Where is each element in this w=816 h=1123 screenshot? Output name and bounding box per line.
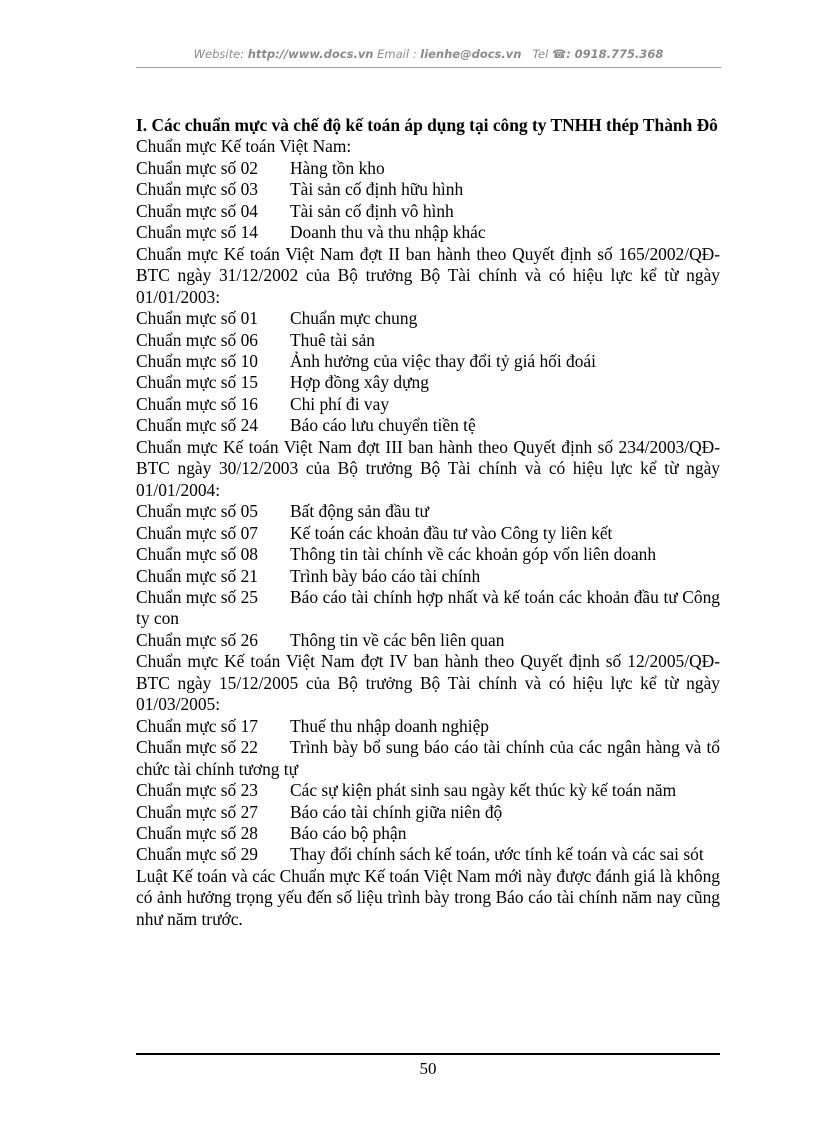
standard-number: Chuẩn mực số 17 xyxy=(136,715,258,736)
standard-number: Chuẩn mực số 07 xyxy=(136,522,258,543)
standard-number: Chuẩn mực số 04 xyxy=(136,200,258,221)
page-header: Website: http://www.docs.vn Email : lienhe@docs.vn Tel ☎: 0918.775.368 xyxy=(193,47,664,61)
standard-number: Chuẩn mực số 28 xyxy=(136,822,258,843)
standard-title: Tài sản cố định hữu hình xyxy=(290,179,464,200)
standard-title: Kế toán các khoản đầu tư vào Công ty liên kết xyxy=(290,522,613,543)
standard-title: Hàng tồn kho xyxy=(290,157,385,178)
standard-item xyxy=(136,394,720,415)
standard-title: Báo cáo lưu chuyển tiền tệ xyxy=(290,415,476,436)
standard-number: Chuẩn mực số 27 xyxy=(136,801,258,822)
standard-title: Chi phí đi vay xyxy=(290,393,390,414)
standard-number: Chuẩn mực số 14 xyxy=(136,222,258,243)
standard-item xyxy=(136,802,720,823)
email-label: Email : xyxy=(377,47,417,61)
email-value[interactable]: lienhe@docs.vn xyxy=(420,47,522,61)
footer-divider xyxy=(136,1053,720,1055)
tel-label: Tel xyxy=(532,47,549,61)
standard-title: Báo cáo tài chính hợp nhất và kế toán các khoản đầu tư Công ty con xyxy=(136,586,720,629)
website-label: Website: xyxy=(193,47,245,61)
header-divider xyxy=(136,67,721,68)
standard-number: Chuẩn mực số 05 xyxy=(136,501,258,522)
standard-title: Báo cáo bộ phận xyxy=(290,822,407,843)
standard-item xyxy=(136,501,720,522)
standard-item xyxy=(136,351,720,372)
standard-item xyxy=(136,201,720,222)
standard-item xyxy=(136,823,720,844)
standard-title: Thuê tài sản xyxy=(290,329,375,350)
standard-title: Thông tin tài chính về các khoản góp vốn liên doanh xyxy=(290,544,657,565)
standard-title: Thuế thu nhập doanh nghiệp xyxy=(290,715,489,736)
standard-item xyxy=(136,308,720,329)
standard-item xyxy=(136,780,720,801)
standard-title: Ảnh hưởng của việc thay đổi tỷ giá hối đoái xyxy=(290,350,596,371)
standard-number: Chuẩn mực số 01 xyxy=(136,308,258,329)
standard-item xyxy=(136,158,720,179)
standard-title: Báo cáo tài chính giữa niên độ xyxy=(290,801,503,822)
phone-icon: ☎ xyxy=(551,47,567,61)
batch-3-paragraph: Chuẩn mực Kế toán Việt Nam đợt III ban hành theo Quyết định số 234/2003/QĐ-BTC ngày 30/12/2003 của Bộ trưởng Bộ Tài chính và có hiệu lực kể từ ngày 01/01/2004: xyxy=(136,436,720,500)
closing-paragraph: Luật Kế toán và các Chuẩn mực Kế toán Việt Nam mới này được đánh giá là không có ảnh hưởng trọng yếu đến số liệu trình bày trong Báo cáo tài chính năm nay cũng như năm trước. xyxy=(136,865,720,929)
standard-title: Tài sản cố định vô hình xyxy=(290,200,454,221)
standard-number: Chuẩn mực số 29 xyxy=(136,844,258,865)
standard-title: Các sự kiện phát sinh sau ngày kết thúc kỳ kế toán năm xyxy=(290,780,677,801)
standard-item xyxy=(136,179,720,200)
page-number: 50 xyxy=(419,1059,437,1078)
standard-number: Chuẩn mực số 23 xyxy=(136,780,258,801)
standard-title: Bất động sản đầu tư xyxy=(290,501,429,522)
document-body xyxy=(136,115,720,930)
standard-number: Chuẩn mực số 10 xyxy=(136,350,258,371)
standard-number: Chuẩn mực số 16 xyxy=(136,393,258,414)
standard-number: Chuẩn mực số 03 xyxy=(136,179,258,200)
standard-item xyxy=(136,415,720,436)
batch-4-paragraph: Chuẩn mực Kế toán Việt Nam đợt IV ban hành theo Quyết định số 12/2005/QĐ-BTC ngày 15/12/2005 của Bộ trưởng Bộ Tài chính và có hiệu lực kể từ ngày 01/03/2005: xyxy=(136,651,720,715)
intro-line: Chuẩn mực Kế toán Việt Nam: xyxy=(136,136,352,157)
tel-value: 0918.775.368 xyxy=(574,47,664,61)
section-heading: I. Các chuẩn mực và chế độ kế toán áp dụng tại công ty TNHH thép Thành Đô xyxy=(136,115,718,135)
standard-number: Chuẩn mực số 06 xyxy=(136,329,258,350)
standard-title: Hợp đồng xây dựng xyxy=(290,372,429,393)
standard-item xyxy=(136,630,720,651)
standard-title: Chuẩn mực chung xyxy=(290,308,418,329)
standard-title: Trình bày bổ sung báo cáo tài chính của các ngân hàng và tổ chức tài chính tương tự xyxy=(136,737,720,779)
standard-number: Chuẩn mực số 21 xyxy=(136,565,258,586)
standard-number: Chuẩn mực số 02 xyxy=(136,157,258,178)
standard-title: Thông tin về các bên liên quan xyxy=(290,629,505,650)
standard-item xyxy=(136,844,720,865)
standard-number: Chuẩn mực số 08 xyxy=(136,544,258,565)
standard-item xyxy=(136,372,720,393)
standard-item xyxy=(136,330,720,351)
batch-2-paragraph: Chuẩn mực Kế toán Việt Nam đợt II ban hành theo Quyết định số 165/2002/QĐ-BTC ngày 31/12/2002 của Bộ trưởng Bộ Tài chính và có hiệu lực kể từ ngày 01/01/2003: xyxy=(136,243,720,307)
standard-item xyxy=(136,737,720,780)
standard-title: Trình bày báo cáo tài chính xyxy=(290,565,481,586)
standard-title: Thay đổi chính sách kế toán, ước tính kế toán và các sai sót xyxy=(290,844,704,865)
standard-number: Chuẩn mực số 22 xyxy=(136,737,258,758)
standard-number: Chuẩn mực số 25 xyxy=(136,586,258,607)
standard-title: Doanh thu và thu nhập khác xyxy=(290,222,486,243)
standard-number: Chuẩn mực số 15 xyxy=(136,372,258,393)
standard-item xyxy=(136,716,720,737)
standard-item xyxy=(136,222,720,243)
standard-item xyxy=(136,566,720,587)
standard-item xyxy=(136,587,720,630)
website-url[interactable]: http://www.docs.vn xyxy=(247,47,374,61)
standard-number: Chuẩn mực số 24 xyxy=(136,415,258,436)
standard-number: Chuẩn mực số 26 xyxy=(136,629,258,650)
standard-item xyxy=(136,544,720,565)
standard-item xyxy=(136,523,720,544)
